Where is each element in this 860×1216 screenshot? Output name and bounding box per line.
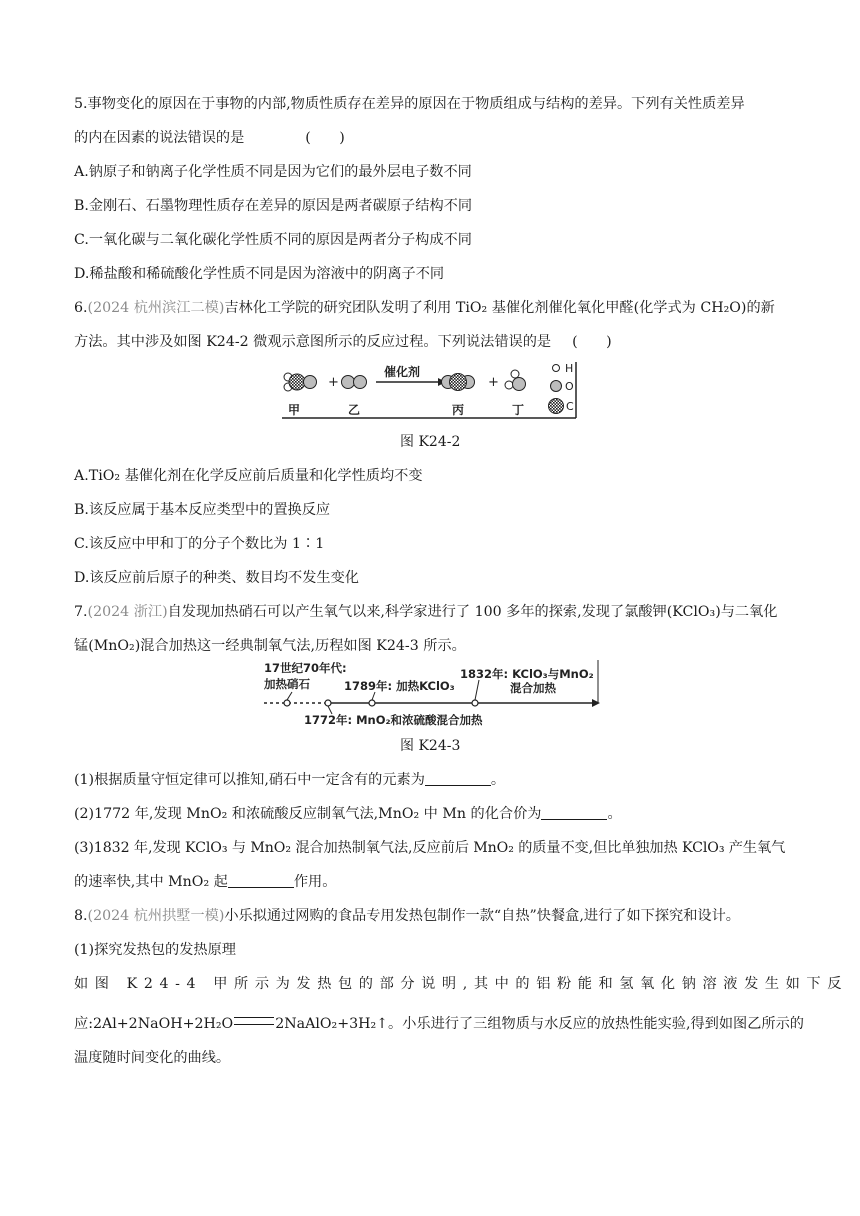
equals-sign xyxy=(234,1017,274,1025)
answer-blank-3[interactable] xyxy=(228,873,294,888)
figure-k24-2 xyxy=(280,360,582,422)
plus-sign-2: + xyxy=(488,375,499,390)
q7-stem-line2: 锰(MnO₂)混合加热这一经典制氧气法,历程如图 K24-3 所示。 xyxy=(74,638,466,654)
caption-k24-3: 图 K24-3 xyxy=(400,738,461,754)
q8-stem xyxy=(74,906,740,926)
equation-right: 2NaAlO₂+3H₂↑。小乐进行了三组物质与水反应的放热性能实验,得到如图乙所示的 xyxy=(275,1016,804,1032)
molecule-bing xyxy=(442,374,475,391)
q5-option-c: C.一氧化碳与二氧化碳化学性质不同的原因是两者分子构成不同 xyxy=(74,232,472,248)
legend xyxy=(549,362,575,414)
q7-sub2: (2)1772 年,发现 MnO₂ 和浓硫酸反应制氧气法,MnO₂ 中 Mn 的化合价为 。 xyxy=(74,806,622,822)
label-jia: 甲 xyxy=(288,403,301,417)
q7-sub3-line2: 的速率快,其中 MnO₂ 起 作用。 xyxy=(74,874,337,890)
q5-option-b: B.金刚石、石墨物理性质存在差异的原因是两者碳原子结构不同 xyxy=(74,198,473,214)
molecule-yi xyxy=(342,376,367,389)
reaction-arrow xyxy=(376,364,446,386)
q8-stem-text: 小乐拟通过网购的食品专用发热包制作一款“自热”快餐盒,进行了如下探究和设计。 xyxy=(224,908,740,924)
q8-sub1-title: (1)探究发热包的发热原理 xyxy=(74,942,236,958)
equation-left: 应:2Al+2NaOH+2H₂O xyxy=(74,1016,234,1032)
answer-blank-2[interactable] xyxy=(541,805,607,820)
q6-stem-text1: 吉林化工学院的研究团队发明了利用 TiO₂ 基催化剂催化氧化甲醛(化学式为 CH₂O)的新 xyxy=(224,300,775,316)
molecule-jia xyxy=(284,373,317,391)
q6-option-b: B.该反应属于基本反应类型中的置换反应 xyxy=(74,502,331,518)
q6-number: 6. xyxy=(74,300,88,316)
q7-sub3-line1: (3)1832 年,发现 KClO₃ 与 MnO₂ 混合加热制氧气法,反应前后 MnO₂ 的质量不变,但比单独加热 KClO₃ 产生氧气 xyxy=(74,840,786,856)
q7-sub1: (1)根据质量守恒定律可以推知,硝石中一定含有的元素为 。 xyxy=(74,772,506,788)
event-1772: 1772年: MnO₂和浓硫酸混合加热 xyxy=(304,713,483,727)
label-yi: 乙 xyxy=(348,403,361,417)
q5-option-d: D.稀盐酸和稀硫酸化学性质不同是因为溶液中的阴离子不同 xyxy=(74,266,445,282)
q8-para-line1: 如图 K24-4 甲所示为发热包的部分说明,其中的铝粉能和氢氧化钠溶液发生如下反 xyxy=(74,976,849,992)
label-bing: 丙 xyxy=(452,403,465,417)
q5-stem-line1: 5.事物变化的原因在于事物的内部,物质性质存在差异的原因在于物质组成与结构的差异。下列有关性质差异 xyxy=(74,96,745,112)
legend-c: C xyxy=(566,400,574,413)
q7-number: 7. xyxy=(74,604,88,620)
plus-sign-1: + xyxy=(328,375,339,390)
q6-source: (2024 杭州滨江二模) xyxy=(87,300,225,316)
q5-option-a: A.钠原子和钠离子化学性质不同是因为它们的最外层电子数不同 xyxy=(74,164,472,180)
q6-option-a: A.TiO₂ 基催化剂在化学反应前后质量和化学性质均不变 xyxy=(74,468,423,484)
q6-answer-paren: ( ) xyxy=(572,334,612,350)
q6-option-d: D.该反应前后原子的种类、数目均不发生变化 xyxy=(74,570,359,586)
event-1832-label: 1832年: KClO₃与MnO₂ xyxy=(460,667,594,681)
caption-k24-2: 图 K24-2 xyxy=(400,434,461,450)
q8-para-line2 xyxy=(74,1014,804,1034)
q5-answer-paren: ( ) xyxy=(305,130,345,146)
figure-k24-3 xyxy=(260,658,602,728)
q8-para-line3: 温度随时间变化的曲线。 xyxy=(74,1050,231,1066)
q5-stem-text: 的内在因素的说法错误的是 xyxy=(74,130,245,146)
legend-h: H xyxy=(565,362,574,375)
q6-stem-text2: 方法。其中涉及如图 K24-2 微观示意图所示的反应过程。下列说法错误的是 xyxy=(74,334,552,350)
label-ding: 丁 xyxy=(512,403,525,417)
molecule-ding xyxy=(505,370,526,391)
event-1832-desc: 混合加热 xyxy=(510,681,556,695)
q6-stem-line1 xyxy=(74,298,775,318)
event-1670s-label: 17世纪70年代: xyxy=(264,661,347,675)
q7-stem-line1 xyxy=(74,602,777,622)
q6-option-c: C.该反应中甲和丁的分子个数比为 1∶1 xyxy=(74,536,325,552)
event-1670s-desc: 加热硝石 xyxy=(264,677,310,691)
legend-o: O xyxy=(565,380,574,393)
answer-blank-1[interactable] xyxy=(425,771,491,786)
q5-stem-line2 xyxy=(74,128,345,148)
q7-stem-text1: 自发现加热硝石可以产生氧气以来,科学家进行了 100 多年的探索,发现了氯酸钾(KClO₃)与二氧化 xyxy=(167,604,778,620)
q7-source: (2024 浙江) xyxy=(87,604,168,620)
q8-number: 8. xyxy=(74,908,88,924)
catalyst-label: 催化剂 xyxy=(384,365,421,379)
event-1789: 1789年: 加热KClO₃ xyxy=(344,679,455,693)
q6-stem-line2 xyxy=(74,332,612,352)
q8-source: (2024 杭州拱墅一模) xyxy=(87,908,225,924)
